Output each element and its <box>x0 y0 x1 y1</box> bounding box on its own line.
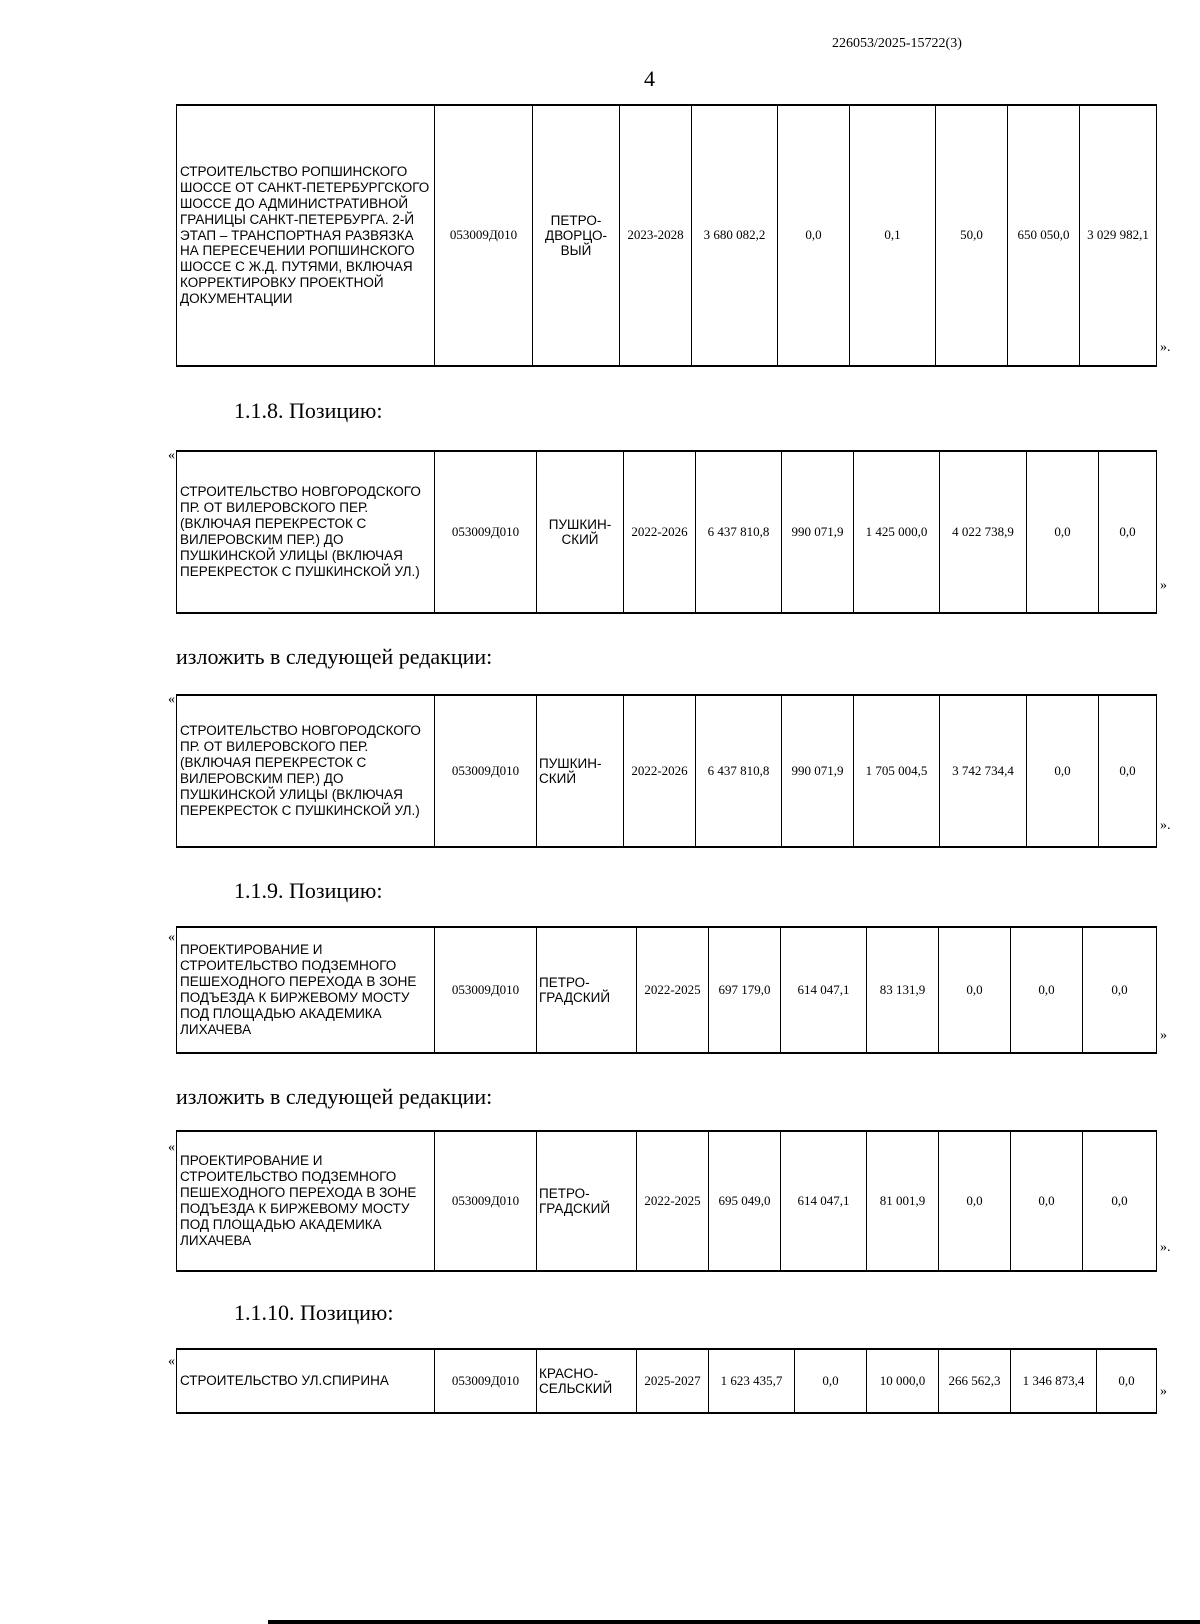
table-row <box>177 695 1157 847</box>
value-cell: 0,0 <box>1027 695 1099 847</box>
value-cell: 4 022 738,9 <box>940 451 1027 613</box>
phrase-new-edition: изложить в следующей редакции: <box>176 1084 493 1109</box>
scan-edge-line <box>268 1620 1200 1624</box>
budget-code-cell: 053009Д010 <box>435 927 537 1053</box>
object-name-cell: СТРОИТЕЛЬСТВО УЛ.СПИРИНА <box>177 1349 435 1413</box>
district-cell: ПЕТРО-ГРАДСКИЙ <box>537 927 637 1053</box>
district-cell: ПУШКИН-СКИЙ <box>537 451 624 613</box>
value-cell: 0,0 <box>1099 451 1157 613</box>
budget-code-cell: 053009Д010 <box>435 1349 537 1413</box>
district-cell: ПЕТРО-ГРАДСКИЙ <box>537 1131 637 1271</box>
value-cell: 0,0 <box>1027 451 1099 613</box>
value-cell: 0,0 <box>1011 1131 1083 1271</box>
object-name-cell: ПРОЕКТИРОВАНИЕ И СТРОИТЕЛЬСТВО ПОДЗЕМНОГО ПЕШЕХОДНОГО ПЕРЕХОДА В ЗОНЕ ПОДЪЕЗДА К БИРЖЕВОМУ МОСТУ ПОД ПЛОЩАДЬЮ АКАДЕМИКА ЛИХАЧЕВА <box>177 927 435 1053</box>
total-cost-cell: 697 179,0 <box>709 927 781 1053</box>
years-cell: 2025-2027 <box>637 1349 709 1413</box>
value-cell: 81 001,9 <box>867 1131 939 1271</box>
value-cell: 614 047,1 <box>781 927 867 1053</box>
object-name-cell: СТРОИТЕЛЬСТВО РОПШИНСКОГО ШОССЕ ОТ САНКТ-ПЕТЕРБУРГСКОГО ШОССЕ ДО АДМИНИСТРАТИВНОЙ ГРАНИЦЫ САНКТ-ПЕТЕРБУРГА. 2-Й ЭТАП – ТРАНСПОРТНАЯ РАЗВЯЗКА НА ПЕРЕСЕЧЕНИИ РОПШИНСКОГО ШОССЕ С Ж.Д. ПУТЯМИ, ВКЛЮЧАЯ КОРРЕКТИРОВКУ ПРОЕКТНОЙ ДОКУМЕНТАЦИИ <box>177 105 435 366</box>
district-cell: КРАСНО-СЕЛЬСКИЙ <box>537 1349 637 1413</box>
document-registration-number: 226053/2025-15722(3) <box>832 36 962 51</box>
value-cell: 990 071,9 <box>782 451 854 613</box>
value-cell: 1 346 873,4 <box>1011 1349 1097 1413</box>
value-cell: 83 131,9 <box>867 927 939 1053</box>
value-cell: 0,0 <box>1099 695 1157 847</box>
closing-quote: » <box>1160 1384 1167 1399</box>
years-cell: 2023-2028 <box>620 105 692 366</box>
value-cell: 0,0 <box>939 927 1011 1053</box>
section-heading-1-1-10: 1.1.10. Позицию: <box>234 1300 394 1325</box>
total-cost-cell: 1 623 435,7 <box>709 1349 795 1413</box>
section-heading-1-1-9: 1.1.9. Позицию: <box>234 878 383 903</box>
opening-quote: « <box>168 692 175 707</box>
value-cell: 0,0 <box>778 105 850 366</box>
district-cell: ПЕТРО-ДВОРЦО-ВЫЙ <box>533 105 620 366</box>
position-table-2 <box>176 450 1157 614</box>
section-heading-1-1-8: 1.1.8. Позицию: <box>234 398 383 423</box>
table-row <box>177 927 1157 1053</box>
budget-code-cell: 053009Д010 <box>435 695 537 847</box>
table-row <box>177 451 1157 613</box>
position-table-6 <box>176 1348 1157 1414</box>
years-cell: 2022-2025 <box>637 1131 709 1271</box>
value-cell: 0,1 <box>850 105 936 366</box>
phrase-new-edition: изложить в следующей редакции: <box>176 644 493 669</box>
value-cell: 650 050,0 <box>1008 105 1080 366</box>
opening-quote: « <box>168 1140 175 1155</box>
table-row <box>177 1131 1157 1271</box>
position-table-4 <box>176 926 1157 1054</box>
budget-code-cell: 053009Д010 <box>435 1131 537 1271</box>
closing-quote: » <box>1160 1028 1167 1043</box>
object-name-cell: СТРОИТЕЛЬСТВО НОВГОРОДСКОГО ПР. ОТ ВИЛЕРОВСКОГО ПЕР. (ВКЛЮЧАЯ ПЕРЕКРЕСТОК С ВИЛЕРОВСКИМ ПЕР.) ДО ПУШКИНСКОЙ УЛИЦЫ (ВКЛЮЧАЯ ПЕРЕКРЕСТОК С ПУШКИНСКОЙ УЛ.) <box>177 451 435 613</box>
closing-quote: ». <box>1160 818 1171 833</box>
opening-quote: « <box>168 448 175 463</box>
position-table-1 <box>176 104 1157 367</box>
value-cell: 0,0 <box>1083 927 1157 1053</box>
closing-quote: » <box>1160 578 1167 593</box>
total-cost-cell: 6 437 810,8 <box>696 451 782 613</box>
value-cell: 50,0 <box>936 105 1008 366</box>
value-cell: 10 000,0 <box>867 1349 939 1413</box>
budget-code-cell: 053009Д010 <box>435 451 537 613</box>
value-cell: 0,0 <box>1097 1349 1157 1413</box>
total-cost-cell: 695 049,0 <box>709 1131 781 1271</box>
opening-quote: « <box>168 930 175 945</box>
years-cell: 2022-2025 <box>637 927 709 1053</box>
value-cell: 1 705 004,5 <box>854 695 940 847</box>
closing-quote: ». <box>1160 1240 1171 1255</box>
value-cell: 3 029 982,1 <box>1080 105 1157 366</box>
object-name-cell: СТРОИТЕЛЬСТВО НОВГОРОДСКОГО ПР. ОТ ВИЛЕРОВСКОГО ПЕР. (ВКЛЮЧАЯ ПЕРЕКРЕСТОК С ВИЛЕРОВСКИМ ПЕР.) ДО ПУШКИНСКОЙ УЛИЦЫ (ВКЛЮЧАЯ ПЕРЕКРЕСТОК С ПУШКИНСКОЙ УЛ.) <box>177 695 435 847</box>
value-cell: 0,0 <box>795 1349 867 1413</box>
table-row <box>177 1349 1157 1413</box>
page-number: 4 <box>644 66 655 91</box>
opening-quote: « <box>168 1354 175 1369</box>
value-cell: 0,0 <box>1083 1131 1157 1271</box>
total-cost-cell: 6 437 810,8 <box>696 695 782 847</box>
value-cell: 0,0 <box>1011 927 1083 1053</box>
years-cell: 2022-2026 <box>624 695 696 847</box>
position-table-3 <box>176 694 1157 848</box>
table-row <box>177 105 1157 366</box>
value-cell: 1 425 000,0 <box>854 451 940 613</box>
value-cell: 614 047,1 <box>781 1131 867 1271</box>
value-cell: 990 071,9 <box>782 695 854 847</box>
value-cell: 0,0 <box>939 1131 1011 1271</box>
district-cell: ПУШКИН-СКИЙ <box>537 695 624 847</box>
value-cell: 3 742 734,4 <box>940 695 1027 847</box>
object-name-cell: ПРОЕКТИРОВАНИЕ И СТРОИТЕЛЬСТВО ПОДЗЕМНОГО ПЕШЕХОДНОГО ПЕРЕХОДА В ЗОНЕ ПОДЪЕЗДА К БИРЖЕВОМУ МОСТУ ПОД ПЛОЩАДЬЮ АКАДЕМИКА ЛИХАЧЕВА <box>177 1131 435 1271</box>
value-cell: 266 562,3 <box>939 1349 1011 1413</box>
total-cost-cell: 3 680 082,2 <box>692 105 778 366</box>
budget-code-cell: 053009Д010 <box>435 105 533 366</box>
years-cell: 2022-2026 <box>624 451 696 613</box>
position-table-5 <box>176 1130 1157 1272</box>
closing-quote: ». <box>1160 340 1171 355</box>
